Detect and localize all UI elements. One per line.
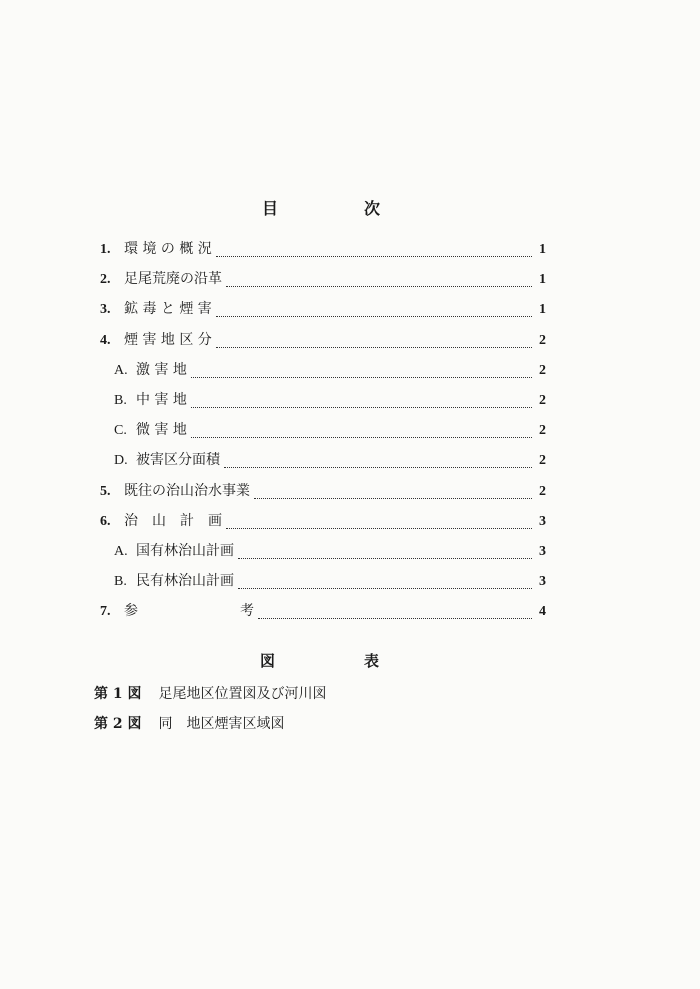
toc-entry-number: A. [114,543,128,559]
toc-subentry [100,570,546,600]
toc-entry-title-left: 参 [124,603,138,620]
leader-dots [226,285,532,287]
figure-label: 第 1 図 [94,686,142,702]
toc-entry-title: 被害区分面積 [136,452,220,469]
leader-dots [238,587,532,589]
toc-entry-page: 2 [539,483,546,499]
toc-entry-page: 2 [539,453,546,469]
toc-entry-number: 5. [100,483,111,499]
toc-entry-number: D. [114,453,128,469]
leader-dots [216,346,532,348]
toc-entry-page: 4 [539,604,546,620]
figure-title: 同 地区煙害区域図 [158,716,285,732]
toc-entry-title: 鉱 毒 と 煙 害 [124,301,212,318]
leader-dots [191,436,532,438]
toc-entry-title: 国有林治山計画 [136,542,234,559]
figures-heading-right: 表 [364,652,380,670]
toc-entry [100,238,546,268]
toc-entry-number: 3. [100,302,111,318]
toc-subentry [100,419,546,449]
leader-dots [238,557,532,559]
toc-entry-page: 2 [539,392,546,408]
toc-entry-page: 2 [539,332,546,348]
toc-entry-number: 2. [100,272,111,288]
toc-entry-title: 微 害 地 [136,422,187,439]
toc-subentry [100,389,546,419]
toc-entry-page: 3 [539,513,546,529]
leader-dots [191,406,532,408]
toc-entry-title: 既往の治山治水事業 [124,482,250,499]
toc-entry-number: B. [114,574,127,590]
toc-entry-page: 1 [539,242,546,257]
toc-entry-page: 1 [539,272,546,288]
toc-entry-number: B. [114,392,127,408]
toc-entry-page: 1 [539,302,546,318]
toc-entry [100,268,546,298]
figures-heading-left: 図 [260,652,276,670]
toc-entry-page: 3 [539,574,546,590]
toc-entry-title: 民有林治山計画 [136,573,234,590]
toc-entry-number: 1. [100,242,111,257]
toc-entry-title: 激 害 地 [136,361,187,378]
toc-entry-title [124,600,254,620]
toc-entry-title: 煙 害 地 区 分 [124,331,212,348]
figures-heading [0,650,700,672]
figure-entry [94,713,326,743]
leader-dots [224,466,532,468]
leader-dots [216,255,532,257]
toc-subentry [100,540,546,570]
toc-entry-title: 足尾荒廃の沿革 [124,271,222,288]
toc-entry [100,510,546,540]
toc-entry-title-right: 考 [240,603,254,620]
toc-heading-left: 目 [262,199,279,218]
figure-label: 第 2 図 [94,716,142,732]
toc-entry [100,600,546,630]
leader-dots [226,527,532,529]
leader-dots [191,376,532,378]
toc-entry [100,298,546,328]
toc-entry [100,480,546,510]
figure-title: 足尾地区位置図及び河川図 [158,686,327,702]
toc-entry-number: 4. [100,332,111,348]
toc-entry-page: 2 [539,423,546,439]
figure-entry [94,683,326,713]
leader-dots [258,617,532,619]
toc-entry-number: 6. [100,513,111,529]
toc-entry-page: 2 [539,362,546,378]
toc-entry [100,329,546,359]
toc-entry-title: 中 害 地 [136,391,187,408]
leader-dots [216,315,532,317]
figure-list [94,683,326,743]
table-of-contents [100,238,546,630]
toc-entry-number: 7. [100,604,111,620]
toc-subentry [100,359,546,389]
toc-entry-number: C. [114,423,127,439]
leader-dots [254,497,532,499]
toc-entry-number: A. [114,362,128,378]
toc-entry-title: 治 山 計 画 [124,512,222,529]
toc-heading-right: 次 [364,199,381,218]
toc-subentry [100,449,546,479]
toc-heading [0,196,700,220]
toc-entry-page: 3 [539,543,546,559]
toc-entry-title: 環 境 の 概 況 [124,241,212,257]
